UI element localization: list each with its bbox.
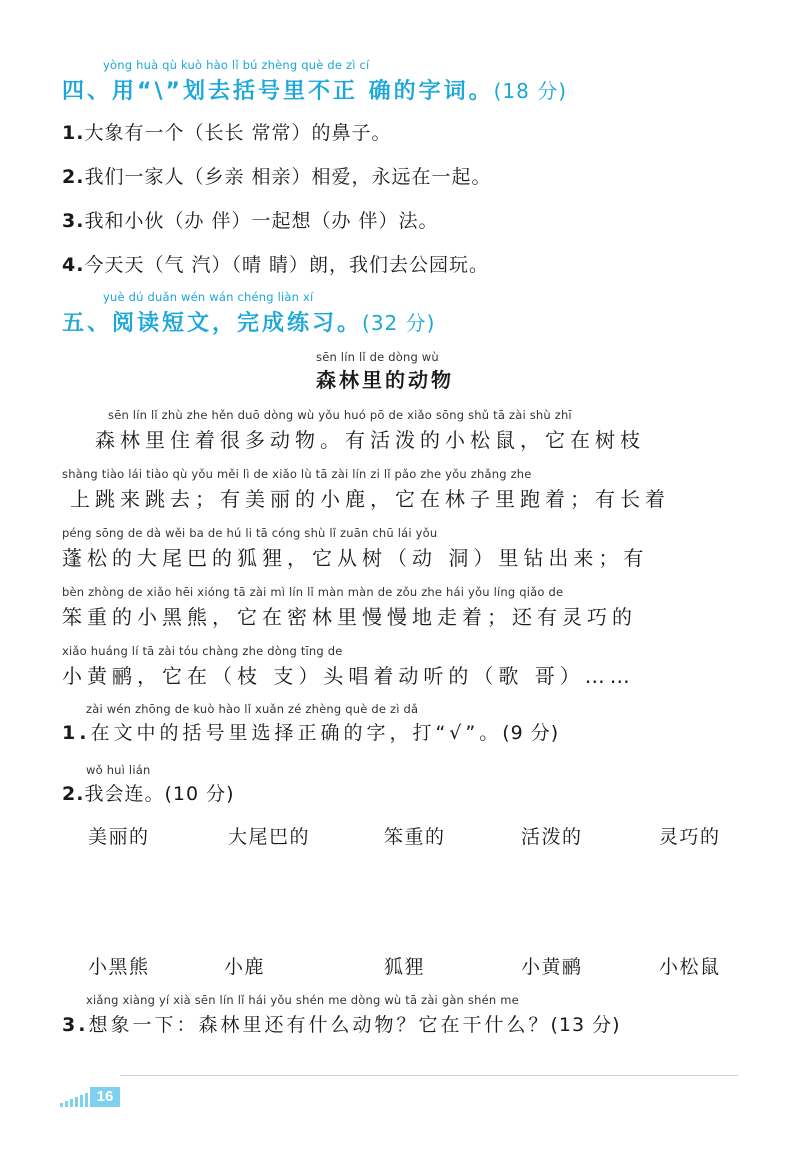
q2-score: (10 分) — [164, 783, 235, 805]
q1-text: 在文中的括号里选择正确的字，打“√”。 — [90, 722, 503, 744]
match-bottom-2[interactable]: 小鹿 — [224, 956, 266, 978]
s4-item-2-text: 我们一家人（乡亲 相亲）相爱，永远在一起。 — [84, 166, 492, 188]
match-bottom-1[interactable]: 小黑熊 — [88, 956, 150, 978]
q2 — [62, 779, 235, 806]
passage-line-3: 蓬松的大尾巴的狐狸，它从树（动 洞）里钻出来；有 — [62, 546, 649, 570]
s4-item-3-num: 3. — [62, 210, 85, 232]
q1-score: (9 分) — [502, 722, 560, 744]
passage-line-5: 小黄鹂，它在（枝 支）头唱着动听的（歌 哥）…… — [62, 664, 635, 688]
s4-item-4-num: 4. — [62, 254, 85, 276]
match-top-4[interactable]: 活泼的 — [521, 826, 583, 848]
match-bottom-4[interactable]: 小黄鹂 — [521, 956, 583, 978]
section4-heading-text: 四、用“\”划去括号里不正 确的字词。 — [62, 79, 494, 104]
passage-line-3-pinyin: péng sōng de dà wěi ba de hú li tā cóng shù lǐ zuān chū lái yǒu — [62, 526, 438, 540]
s4-item-3-text: 我和小伙（办 伴）一起想（办 伴）法。 — [84, 210, 439, 232]
q2-num: 2. — [62, 783, 85, 805]
match-top-5[interactable]: 灵巧的 — [659, 826, 721, 848]
q3-num: 3. — [62, 1014, 89, 1036]
match-top-1[interactable]: 美丽的 — [88, 826, 150, 848]
section4-pinyin: yòng huà qù kuò hào lǐ bú zhèng què de zì cí — [103, 58, 370, 72]
passage-title: 森林里的动物 — [316, 368, 454, 392]
match-bottom-5[interactable]: 小松鼠 — [659, 956, 721, 978]
s4-item-2-num: 2. — [62, 166, 85, 188]
match-top-2[interactable]: 大尾巴的 — [228, 826, 311, 848]
q3 — [62, 1010, 621, 1037]
q2-text: 我会连。 — [84, 783, 165, 805]
section5-heading-text: 五、阅读短文，完成练习。 — [62, 311, 363, 336]
passage-line-1: 森林里住着很多动物。有活泼的小松鼠，它在树枝 — [70, 428, 645, 452]
match-bottom-3[interactable]: 狐狸 — [384, 956, 426, 978]
q1 — [62, 718, 559, 745]
q3-text: 想象一下：森林里还有什么动物？它在干什么？ — [88, 1014, 551, 1036]
passage-line-2: 上跳来跳去；有美丽的小鹿，它在林子里跑着；有长着 — [70, 487, 670, 511]
s4-item-4-text: 今天天（气 汽）（晴 睛）朗，我们去公园玩。 — [84, 254, 490, 276]
q1-num: 1. — [62, 722, 91, 744]
passage-line-2-pinyin: shàng tiào lái tiào qù yǒu měi lì de xiǎo lù tā zài lín zi lǐ pǎo zhe yǒu zhǎng zhe — [62, 467, 532, 481]
passage-line-4: 笨重的小黑熊，它在密林里慢慢地走着；还有灵巧的 — [62, 605, 637, 629]
section5-heading — [62, 306, 435, 337]
s4-item-2 — [62, 162, 492, 189]
s4-item-1-num: 1. — [62, 122, 85, 144]
q3-score: (13 分) — [550, 1014, 621, 1036]
q3-pinyin: xiǎng xiàng yí xià sēn lín lǐ hái yǒu shén me dòng wù tā zài gàn shén me — [86, 993, 519, 1007]
s4-item-1-text: 大象有一个（长长 常常）的鼻子。 — [84, 122, 392, 144]
section5-pinyin: yuè dú duǎn wén wán chéng liàn xí — [103, 290, 314, 304]
footer-divider — [120, 1075, 738, 1076]
s4-item-4 — [62, 250, 489, 277]
passage-line-1-pinyin: sēn lín lǐ zhù zhe hěn duō dòng wù yǒu huó pō de xiǎo sōng shǔ tā zài shù zhī — [108, 408, 572, 422]
page-bars-icon — [60, 1093, 90, 1107]
q1-pinyin: zài wén zhōng de kuò hào lǐ xuǎn zé zhèng què de zì dǎ — [86, 702, 419, 716]
s4-item-3 — [62, 206, 439, 233]
section5-score: (32 分) — [362, 311, 436, 335]
q2-pinyin: wǒ huì lián — [86, 763, 151, 777]
match-top-3[interactable]: 笨重的 — [384, 826, 446, 848]
section4-score: (18 分) — [493, 79, 568, 103]
passage-title-pinyin: sēn lín lǐ de dòng wù — [316, 350, 439, 364]
s4-item-1 — [62, 118, 392, 145]
page-number: 16 — [90, 1087, 120, 1107]
section4-heading — [62, 74, 567, 105]
passage-line-5-pinyin: xiǎo huáng lí tā zài tóu chàng zhe dòng tīng de — [62, 644, 343, 658]
passage-line-4-pinyin: bèn zhòng de xiǎo hēi xióng tā zài mì lín lǐ màn màn de zǒu zhe hái yǒu líng qiǎo de — [62, 585, 564, 599]
